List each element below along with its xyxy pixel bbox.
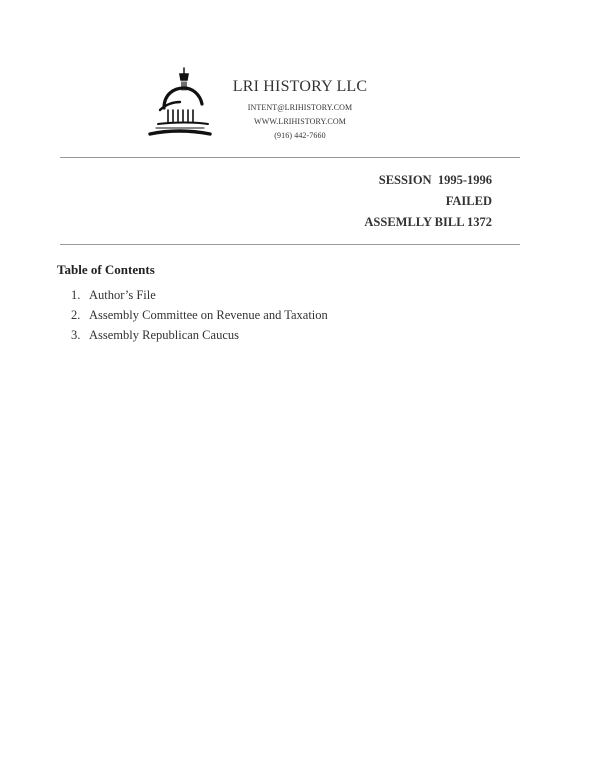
session-label: SESSION 1995-1996 [378, 173, 492, 187]
company-name: LRI HISTORY LLC [232, 78, 368, 95]
company-header [218, 78, 382, 143]
toc-item [71, 325, 328, 345]
toc-item-label: Assembly Committee on Revenue and Taxation [89, 308, 328, 322]
toc-item-label: Author’s File [89, 288, 156, 302]
bill-status: FAILED [445, 194, 492, 208]
top-divider [60, 157, 520, 158]
bill-info [364, 170, 492, 233]
contact-block [218, 101, 382, 143]
company-email: INTENT@LRIHISTORY.COM [247, 103, 353, 112]
toc-item-label: Assembly Republican Caucus [89, 328, 239, 342]
capitol-dome-icon [144, 64, 214, 140]
toc-item [71, 305, 328, 325]
toc-heading: Table of Contents [57, 262, 155, 277]
bottom-divider [60, 244, 520, 245]
bill-name: ASSEMLLY BILL 1372 [364, 215, 492, 229]
toc-item [71, 285, 328, 305]
company-website: WWW.LRIHISTORY.COM [254, 117, 346, 126]
company-phone: (916) 442-7660 [274, 131, 326, 140]
toc-list [71, 285, 328, 345]
toc-item-number: 3. [71, 328, 81, 342]
toc-item-number: 1. [71, 288, 81, 302]
toc-item-number: 2. [71, 308, 81, 322]
